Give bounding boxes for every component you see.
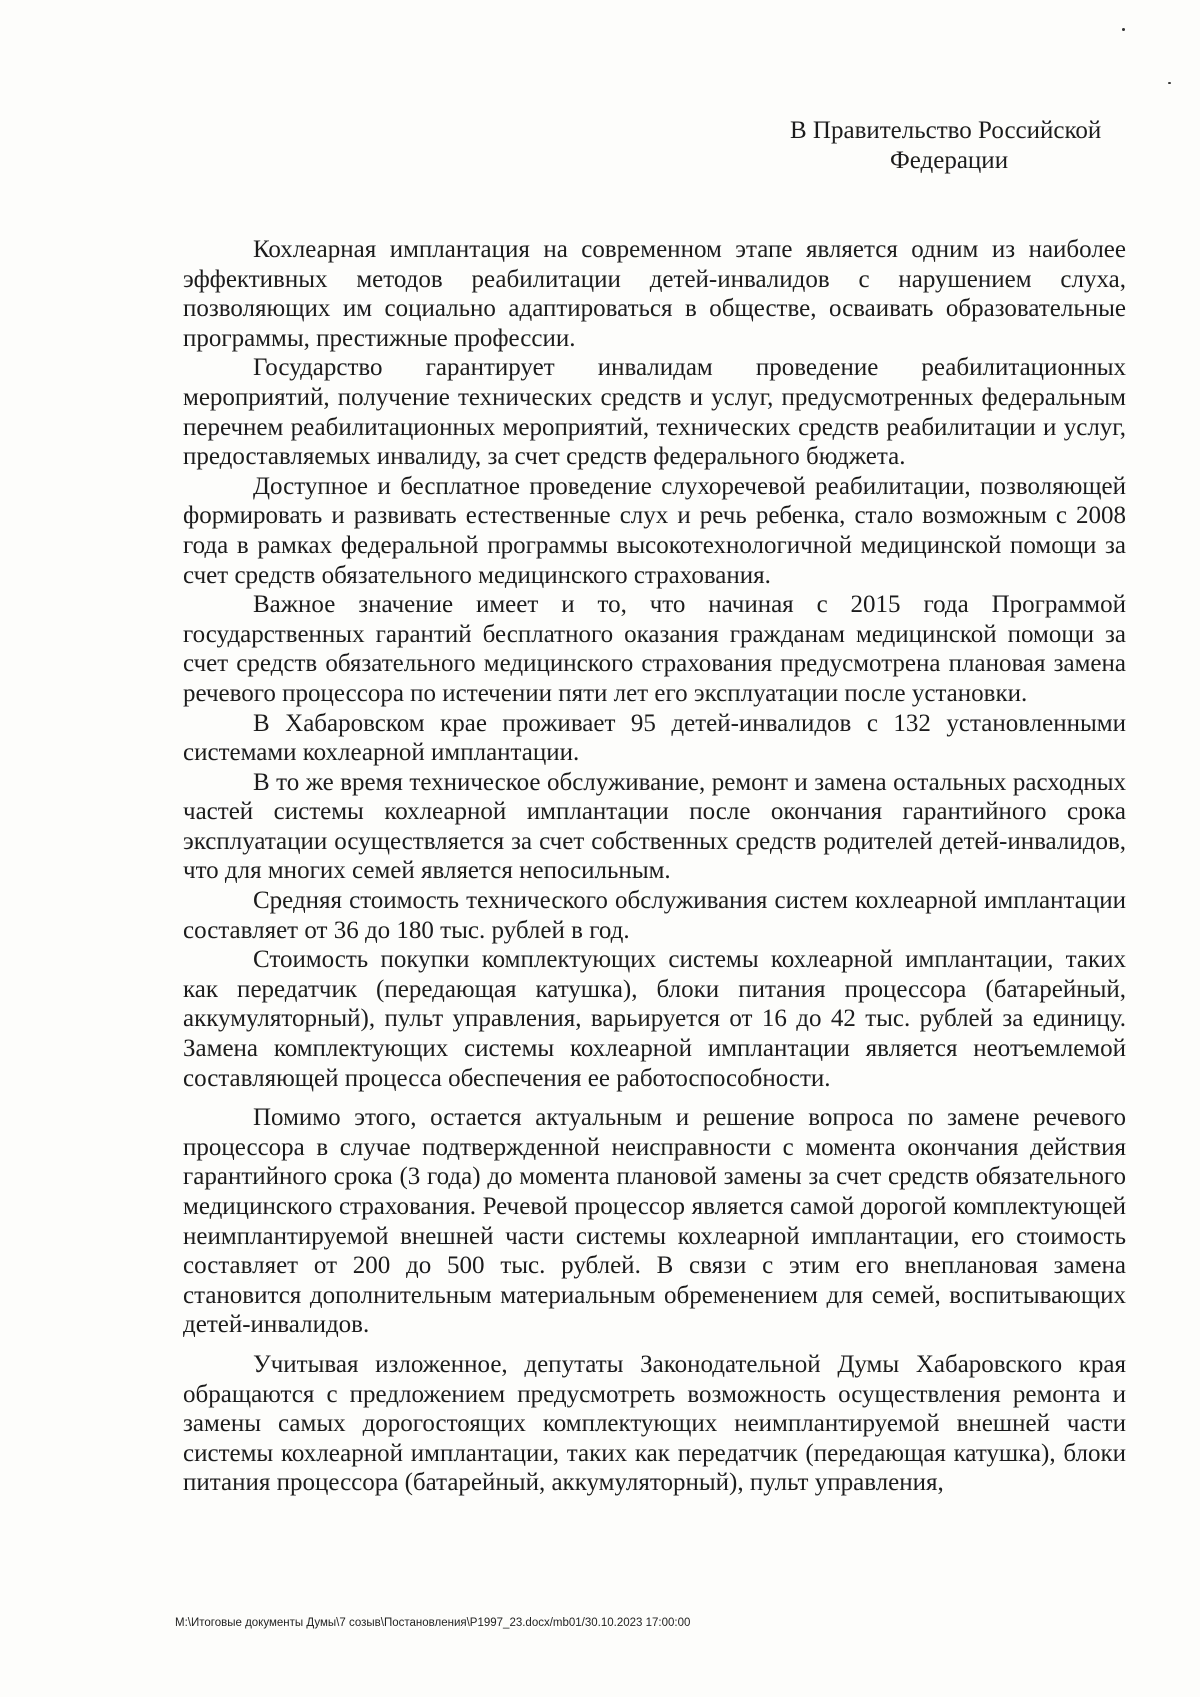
paragraph: Помимо этого, остается актуальным и решение вопроса по замене речевого процессора в случае подтвержденной неисправности с момента окончания действия гарантийного срока (3 года) до момента плановой замены за счет средств обязательного медицинского страхования. Речевой процессор является самой дорогой комплектующей неимплантируемой внешней части системы кохлеарной имплантации, его стоимость составляет от 200 до 500 тыс. рублей. В связи с этим его внеплановая замена становится дополнительным материальным обременением для семей, воспитывающих детей-инвалидов. <box>183 1104 1126 1339</box>
paragraph: Государство гарантирует инвалидам проведение реабилитационных мероприятий, получение технических средств и услуг, предусмотренных федеральным перечнем реабилитационных мероприятий, технических средств реабилитации и услуг, предоставляемых инвалиду, за счет средств федерального бюджета. <box>183 354 1126 471</box>
paragraph: Кохлеарная имплантация на современном этапе является одним из наиболее эффективных методов реабилитации детей-инвалидов с нарушением слуха, позволяющих им социально адаптироваться в обществе, осваивать образовательные программы, престижные профессии. <box>183 236 1126 352</box>
footer-file-path: M:\Итоговые документы Думы\7 созыв\Постановления\P1997_23.docx/mb01/30.10.2023 17:00:00 <box>175 1617 691 1629</box>
paragraph: Доступное и бесплатное проведение слухоречевой реабилитации, позволяющей формировать и развивать естественные слух и речь ребенка, стало возможным с 2008 года в рамках федеральной программы высокотехнологичной медицинской помощи за счет средств обязательного медицинского страхования. <box>183 472 1126 589</box>
addressee-line-1: В Правительство Российской <box>790 117 1102 144</box>
paragraph: Учитывая изложенное, депутаты Законодательной Думы Хабаровского края обращаются с предложением предусмотреть возможность осуществления ремонта и замены самых дорогостоящих комплектующих неимплантируемой внешней части системы кохлеарной имплантации, таких как передатчик (передающая катушка), блоки питания процессора (батарейный, аккумуляторный), пульт управления, <box>183 1350 1126 1497</box>
paragraph: В Хабаровском крае проживает 95 детей-инвалидов с 132 установленными системами кохлеарной имплантации. <box>183 709 1126 767</box>
paragraph: В то же время техническое обслуживание, ремонт и замена остальных расходных частей системы кохлеарной имплантации после окончания гарантийного срока эксплуатации осуществляется за счет собственных средств родителей детей-инвалидов, что для многих семей является непосильным. <box>183 768 1126 885</box>
paragraph: Стоимость покупки комплектующих системы кохлеарной имплантации, таких как передатчик (передающая катушка), блоки питания процессора (батарейный, аккумуляторный), пульт управления, варьируется от 16 до 42 тыс. рублей за единицу. Замена комплектующих системы кохлеарной имплантации является неотъемлемой составляющей процесса обеспечения ее работоспособности. <box>183 946 1126 1092</box>
paragraph: Важное значение имеет и то, что начиная с 2015 года Программой государственных гарантий бесплатного оказания гражданам медицинской помощи за счет средств обязательного медицинского страхования предусмотрена плановая замена речевого процессора по истечении пяти лет его эксплуатации после установки. <box>183 591 1126 707</box>
scan-speck <box>1168 82 1171 84</box>
scan-speck <box>1122 28 1125 31</box>
letter-body <box>183 235 1126 1498</box>
addressee-block <box>790 116 1130 176</box>
addressee-line-2: Федерации <box>890 147 1009 174</box>
paragraph: Средняя стоимость технического обслуживания систем кохлеарной имплантации составляет от 36 до 180 тыс. рублей в год. <box>183 887 1126 944</box>
